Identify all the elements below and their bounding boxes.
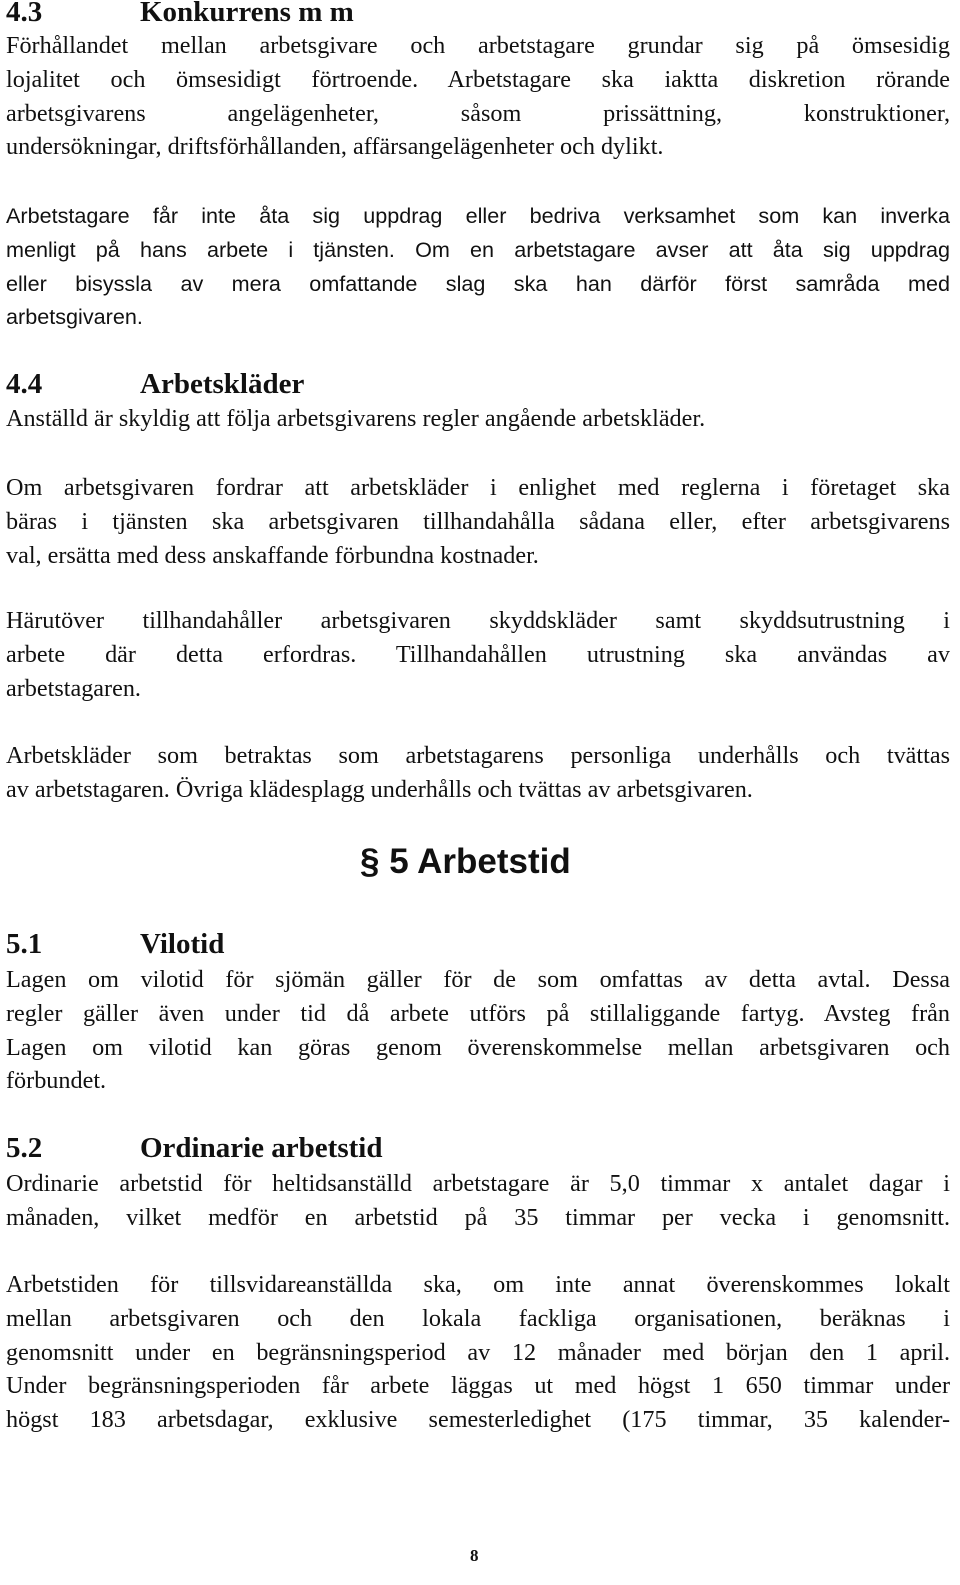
- section-4-4-paragraph-1: [6, 402, 950, 436]
- section-4-4-heading: [6, 368, 304, 400]
- section-4-4-paragraph-4: [6, 739, 950, 807]
- section-4-3-heading: [6, 0, 354, 28]
- section-number: 5.1: [6, 928, 43, 960]
- section-title: Arbetskläder: [140, 368, 305, 400]
- section-4-4-paragraph-3: [6, 604, 950, 705]
- text-line: Förhållandet mellan arbetsgivare och arbetstagare grundar sig på ömsesidig: [6, 32, 950, 59]
- section-number: 5.2: [6, 1132, 43, 1164]
- text-line: Under begränsningsperioden får arbete läggas ut med högst 1 650 timmar under: [6, 1372, 950, 1400]
- text-line: Arbetstagare får inte åta sig uppdrag eller bedriva verksamhet som kan inverka: [6, 203, 950, 228]
- text-line: av arbetstagaren. Övriga klädesplagg underhålls och tvättas av arbetsgivaren.: [6, 775, 753, 803]
- section-5-2-paragraph-2: [6, 1268, 950, 1437]
- section-5-2-heading: [6, 1132, 382, 1164]
- section-title: Ordinarie arbetstid: [140, 1132, 383, 1164]
- text-line: genomsnitt under en begränsningsperiod av 12 månader med början den 1 april.: [6, 1338, 950, 1366]
- text-line: menligt på hans arbete i tjänsten. Om en arbetstagare avser att åta sig uppdrag: [6, 236, 950, 262]
- section-number: 4.4: [6, 368, 43, 400]
- section-title: Konkurrens m m: [140, 0, 354, 28]
- text-line: Ordinarie arbetstid för heltidsanställd arbetstagare är 5,0 timmar x antalet dagar i: [6, 1170, 950, 1197]
- page-number: 8: [470, 1546, 479, 1565]
- text-line: förbundet.: [6, 1067, 107, 1095]
- text-line: arbetsgivarens angelägenheter, såsom prissättning, konstruktioner,: [6, 99, 950, 127]
- text-line: bäras i tjänsten ska arbetsgivaren tillhandahålla sådana eller, efter arbetsgivarens: [6, 507, 950, 535]
- section-4-3-paragraph-1: [6, 29, 950, 164]
- text-line: eller bisyssla av mera omfattande slag ska han därför först samråda med: [6, 270, 950, 296]
- text-line: lojalitet och ömsesidigt förtroende. Arbetstagare ska iaktta diskretion rörande: [6, 65, 950, 93]
- text-line: Om arbetsgivaren fordrar att arbetskläder i enlighet med reglerna i företaget ska: [6, 474, 950, 501]
- section-title: Vilotid: [140, 928, 225, 960]
- text-line: mellan arbetsgivaren och den lokala fackliga organisationen, beräknas i: [6, 1304, 950, 1332]
- text-line: månaden, vilket medför en arbetstid på 35 timmar per vecka i genomsnitt.: [6, 1203, 950, 1231]
- text-line: undersökningar, driftsförhållanden, affärsangelägenheter och dylikt.: [6, 133, 664, 161]
- section-4-4-paragraph-2: [6, 471, 950, 572]
- text-line: Lagen om vilotid för sjömän gäller för de som omfattas av detta avtal. Dessa: [6, 966, 950, 993]
- text-line: arbete där detta erfordras. Tillhandahållen utrustning ska användas av: [6, 640, 950, 668]
- text-line: Anställd är skyldig att följa arbetsgivarens regler angående arbetskläder.: [6, 405, 706, 432]
- text-line: arbetstagaren.: [6, 674, 141, 702]
- text-line: arbetsgivaren.: [6, 304, 143, 330]
- section-4-3-paragraph-2: [6, 199, 950, 334]
- text-line: Härutöver tillhandahåller arbetsgivaren skyddskläder samt skyddsutrustning i: [6, 607, 950, 634]
- section-5-2-paragraph-1: [6, 1167, 950, 1235]
- section-5-1-heading: [6, 928, 224, 960]
- text-line: högst 183 arbetsdagar, exklusive semesterledighet (175 timmar, 35 kalender-: [6, 1406, 950, 1434]
- chapter-5-heading: § 5 Arbetstid: [360, 842, 571, 881]
- section-number: 4.3: [6, 0, 43, 28]
- text-line: Arbetskläder som betraktas som arbetstagarens personliga underhålls och tvättas: [6, 742, 950, 769]
- section-5-1-paragraph-1: [6, 963, 950, 1098]
- text-line: Arbetstiden för tillsvidareanställda ska, om inte annat överenskommes lokalt: [6, 1271, 950, 1298]
- text-line: Lagen om vilotid kan göras genom överenskommelse mellan arbetsgivaren och: [6, 1033, 950, 1061]
- text-line: val, ersätta med dess anskaffande förbundna kostnader.: [6, 541, 539, 569]
- text-line: regler gäller även under tid då arbete utförs på stillaliggande fartyg. Avsteg från: [6, 999, 950, 1027]
